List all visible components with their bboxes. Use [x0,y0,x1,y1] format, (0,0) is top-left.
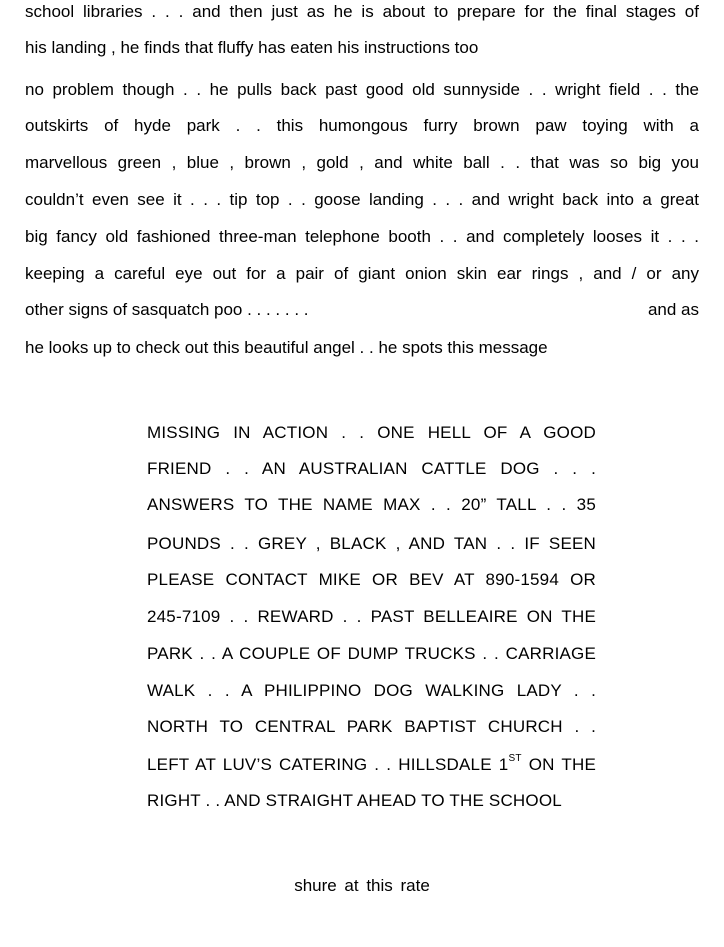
narrative-line: his landing , he finds that fluffy has eaten his instructions too [25,38,479,57]
notice-line: FRIEND . . AN AUSTRALIAN CATTLE DOG . . . [147,459,596,478]
narrative-line: he looks up to check out this beautiful angel . . he spots this message [25,338,548,357]
notice-line: ANSWERS TO THE NAME MAX . . 20” TALL . . 35 [147,495,596,514]
notice-line: POUNDS . . GREY , BLACK , AND TAN . . IF SEEN [147,534,596,553]
notice-text: ON THE [521,755,596,774]
ordinal-superscript: ST [508,753,522,765]
narrative-line: marvellous green , blue , brown , gold , and white ball . . that was so big you [25,153,699,172]
narrative-line-right: and as [647,300,699,319]
notice-line: PARK . . A COUPLE OF DUMP TRUCKS . . CARRIAGE [147,644,596,663]
narrative-line: big fancy old fashioned three-man telephone booth . . and completely looses it . . . [25,227,699,246]
notice-line: 245-7109 . . REWARD . . PAST BELLEAIRE ON THE [147,607,596,626]
narrative-line: school libraries . . . and then just as he is about to prepare for the final stages of [25,2,699,21]
signoff-line: shure at this rate [294,876,430,895]
notice-line: WALK . . A PHILIPPINO DOG WALKING LADY . . [147,681,596,700]
narrative-split-line [25,298,699,322]
notice-line: MISSING IN ACTION . . ONE HELL OF A GOOD [147,423,596,442]
notice-line: PLEASE CONTACT MIKE OR BEV AT 890-1594 OR [147,570,596,589]
notice-line: RIGHT . . AND STRAIGHT AHEAD TO THE SCHOOL [147,791,562,810]
notice-line-with-superscript [147,753,596,777]
notice-line: NORTH TO CENTRAL PARK BAPTIST CHURCH . . [147,717,596,736]
notice-text: LEFT AT LUV’S CATERING . . HILLSDALE 1 [147,755,509,774]
narrative-line-left: other signs of sasquatch poo . . . . . . . [25,300,309,319]
narrative-line: no problem though . . he pulls back past good old sunnyside . . wright field . . the [25,80,699,99]
narrative-line: keeping a careful eye out for a pair of giant onion skin ear rings , and / or any [25,264,699,283]
narrative-line: outskirts of hyde park . . this humongous furry brown paw toying with a [25,116,699,135]
narrative-line: couldn’t even see it . . . tip top . . goose landing . . . and wright back into a great [25,190,699,209]
